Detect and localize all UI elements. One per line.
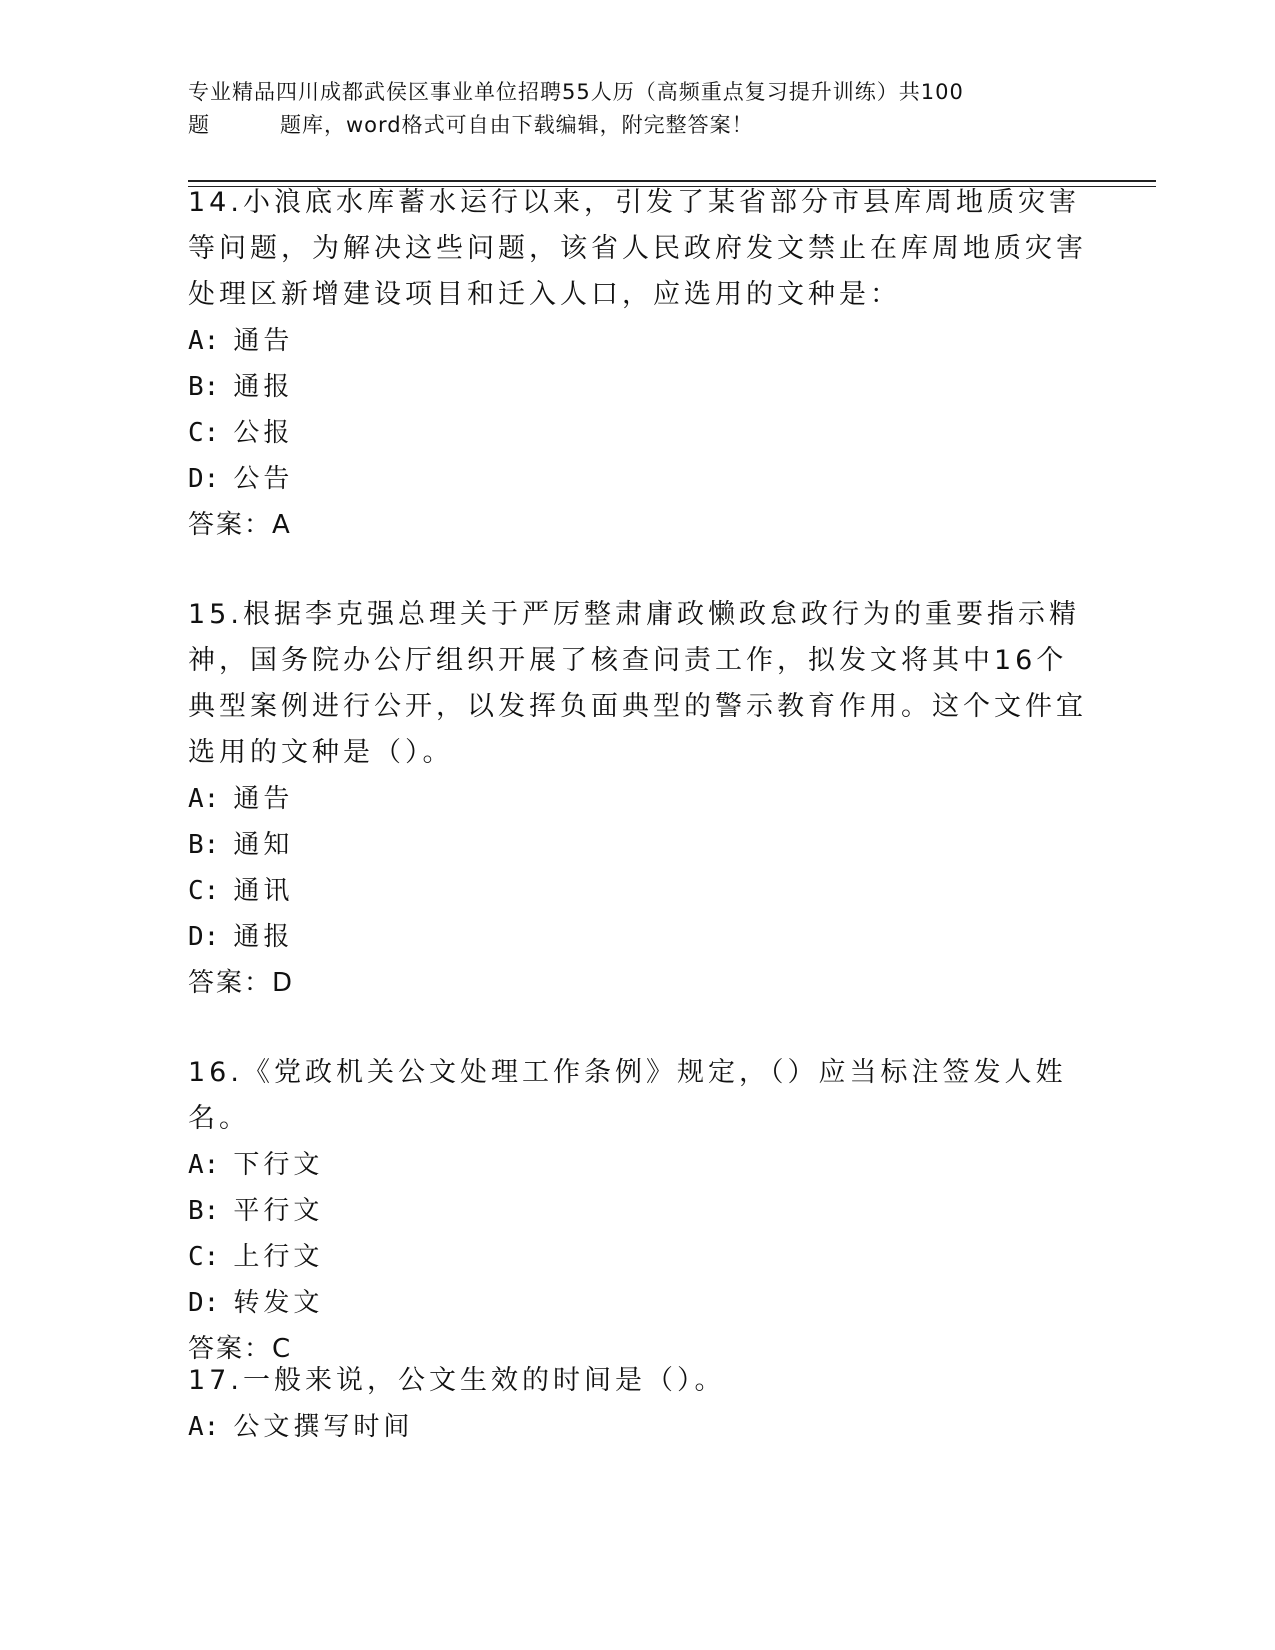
option-key: A:	[188, 326, 220, 356]
option-text: 公报	[233, 418, 294, 448]
answer-line: 答案：A	[188, 510, 292, 540]
option-text: 通告	[233, 784, 294, 814]
option-a	[188, 318, 1088, 364]
header-line-1: 专业精品四川成都武侯区事业单位招聘55人历（高频重点复习提升训练）共100	[188, 80, 964, 104]
option-text: 上行文	[233, 1242, 324, 1272]
option-d	[188, 1280, 1088, 1326]
option-text: 通讯	[233, 876, 294, 906]
header-line-2-text: 题库，word格式可自由下载编辑，附完整答案！	[280, 113, 754, 137]
option-text: 转发文	[233, 1288, 324, 1318]
option-text: 通知	[233, 830, 294, 860]
question-item	[188, 180, 1088, 548]
answer-line: 答案：C	[188, 1334, 293, 1364]
option-key: A:	[188, 784, 220, 814]
header-line-2	[188, 109, 1088, 142]
page-header	[188, 76, 1088, 142]
option-text: 通告	[233, 326, 294, 356]
question-stem: 16.《党政机关公文处理工作条例》规定，（）应当标注签发人姓名。	[188, 1057, 1067, 1134]
option-text: 公文撰写时间	[233, 1412, 414, 1442]
option-b	[188, 1188, 1088, 1234]
question-item	[188, 592, 1088, 1006]
option-b	[188, 364, 1088, 410]
question-stem: 15.根据李克强总理关于严厉整肃庸政懒政怠政行为的重要指示精神，国务院办公厅组织开展了核查问责工作，拟发文将其中16个典型案例进行公开，以发挥负面典型的警示教育作用。这个文件宜选用的文种是（）。	[188, 599, 1087, 768]
option-c	[188, 868, 1088, 914]
option-a	[188, 1142, 1088, 1188]
option-key: D:	[188, 1288, 220, 1318]
option-text: 公告	[233, 464, 294, 494]
question-stem: 17.一般来说，公文生效的时间是（）。	[188, 1365, 726, 1396]
question-item	[188, 1050, 1088, 1372]
question-stem: 14.小浪底水库蓄水运行以来，引发了某省部分市县库周地质灾害等问题，为解决这些问题，该省人民政府发文禁止在库周地质灾害处理区新增建设项目和迁入人口，应选用的文种是：	[188, 187, 1087, 310]
option-c	[188, 1234, 1088, 1280]
question-item	[188, 1358, 1088, 1450]
option-c	[188, 410, 1088, 456]
option-key: C:	[188, 418, 220, 448]
option-key: D:	[188, 922, 220, 952]
option-text: 通报	[233, 922, 294, 952]
option-key: A:	[188, 1150, 220, 1180]
answer-line: 答案：D	[188, 968, 295, 998]
option-key: B:	[188, 1196, 220, 1226]
option-key: C:	[188, 1242, 220, 1272]
option-d	[188, 914, 1088, 960]
option-key: C:	[188, 876, 220, 906]
option-a	[188, 1404, 1088, 1450]
option-a	[188, 776, 1088, 822]
header-line-2-start: 题	[188, 113, 210, 137]
option-text: 平行文	[233, 1196, 324, 1226]
option-text: 下行文	[233, 1150, 324, 1180]
option-d	[188, 456, 1088, 502]
option-key: D:	[188, 464, 220, 494]
option-key: B:	[188, 372, 220, 402]
option-key: B:	[188, 830, 220, 860]
option-b	[188, 822, 1088, 868]
option-text: 通报	[233, 372, 294, 402]
option-key: A:	[188, 1412, 220, 1442]
